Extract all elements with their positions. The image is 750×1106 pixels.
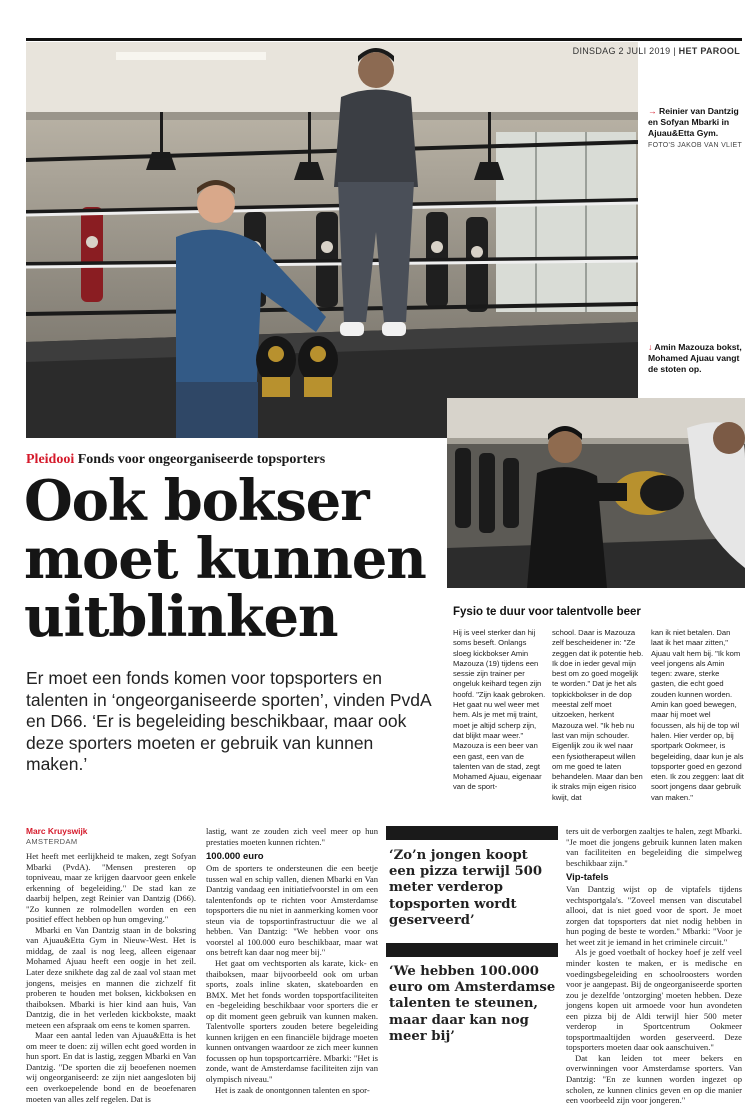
- quote-bar-middle: [386, 943, 558, 957]
- body-paragraph: Maar een aantal leden van Ajuau&Etta is het om meer te doen: zij willen echt goed worden in hun sport. En dat is lastig, zeggen Mbarki en Van Dantzig. "De sporten die zij beoefenen noemen wij ongeorganiseerd: ze zijn niet aangesloten bij een overkoepelende bond en de beoefenaren moeten van alles zelf regelen. Dat is: [26, 1030, 196, 1104]
- caption-side-text: Amin Mazouza bokst, Mohamed Ajuau vangt de stoten op.: [648, 342, 742, 374]
- sidebar-paragraph: Mazouza is een beer van een gast, een van de talenten van de stad, zegt Mohamed Ajuau, eigenaar van de sport-: [453, 741, 542, 792]
- sidebar-paragraph: Hij is veel sterker dan hij soms beseft. Onlangs sloeg kickbokser Amin Mazouza (19) tijdens een sessie zijn trainer per ongeluk keihard tegen zijn hoofd. "Zijn kaak gebroken. Het gaat nu wel weer met hem. Als je met mij traint, moet je altijd scherp zijn, dat blijkt maar weer.": [453, 628, 546, 740]
- body-paragraph: Het heeft met eerlijkheid te maken, zegt Sofyan Mbarki (PvdA). "Mensen presteren op topniveau, maar ze krijgen daarvoor geen enkele erkenning of begeleiding." De stad kan ze daarbij helpen, zegt Reinier van Dantzig (D66). "Zo kunnen ze rolmodellen worden en een positief effect hebben op hun omgeving.": [26, 851, 196, 925]
- author-name: Marc Kruyswijk: [26, 826, 88, 836]
- section-heading: Vip-tafels: [566, 872, 609, 884]
- page-folio: DINSDAG 2 JULI 2019 | HET PAROOL: [572, 46, 740, 56]
- main-photo: [26, 42, 638, 438]
- byline: [26, 826, 87, 847]
- photo-caption-side: [648, 342, 746, 375]
- body-paragraph: Om de sporters te ondersteunen die een beetje tussen wal en schip vallen, dienen Mbarki en Van Dantzig vandaag een initiatiefvoorstel in om een talentenfonds op te richten voor Amsterdamse topsporters die nu niet in aanmerking komen voor steun via de topsportinfrastructuur die we al hebben. Van Dantzig: "We hebben voor ons voorstel al 100.000 euro beschikbaar, maar wat ons betreft kan daar nog meer bij.": [206, 863, 378, 958]
- page-title: Ook bokser moet kunnen uitblinken: [24, 468, 426, 650]
- article-intro: Er moet een fonds komen voor topsporters en talenten in ‘ongeorganiseerde sporten’, vinden PvdA en D66. ‘Er is begeleiding beschikbaar, maar ook deze sporters moeten er gebruik van kunnen maken.’: [26, 668, 431, 774]
- section-heading: 100.000 euro: [206, 851, 264, 863]
- top-rule: [26, 38, 742, 41]
- sidebar-paragraph: kan ik niet betalen. Dan laat ik het maar zitten," Ajuau valt hem bij. "Ik kom veel jongens als Amin tegen: zware, sterke gasten, die echt goed zouden kunnen worden. Amin kan goed bewegen, maar hij moet wel focussen, als hij de top wil halen. Hier verder op, bij sportpark Ookmeer, is begeleiding, daar kun je als topsporter goed en gezond eten. Ik zou zeggen: laat dit soort jongens daar gebruik van maken.": [651, 628, 744, 802]
- sidebar-column-3: [651, 628, 744, 803]
- side-photo: [447, 398, 745, 588]
- body-column-2: [206, 826, 378, 1095]
- newspaper-name: HET PAROOL: [678, 46, 740, 56]
- issue-date: DINSDAG 2 JULI 2019: [572, 46, 671, 56]
- arrow-right-icon: →: [648, 106, 657, 116]
- body-paragraph: Het is zaak de onontgonnen talenten en spor-: [215, 1084, 370, 1095]
- article-kicker: [26, 452, 325, 468]
- body-paragraph: Het gaat om vechtsporten als karate, kick- en thaiboksen, maar bijvoorbeeld ook om urban sports, zoals inline skaten, skateboarden en BMX. Met het fonds worden topsportfaciliteiten en -begeleiding beschikbaar voor sporters die er op dit moment geen gebruik van kunnen maken. Talentvolle sporters zouden betere begeleiding kunnen krijgen en een financiële bijdrage moeten kunnen ontvangen waardoor ze zich meer kunnen focussen op hun topsportcarrière. Mbarki: "Het is zonde, want de Amsterdamse faciliteiten zijn van olympisch niveau.": [206, 958, 378, 1085]
- body-paragraph: Mbarki en Van Dantzig staan in de boksring van Ajuau&Etta Gym in Nieuw-West. Het is middag, de zaal is nog leeg, alleen eigenaar Mohamed Ajuau heeft een oogje in het zeil. Later deze snikhete dag zal de zaal vol staan met jongens, meisjes en mannen die zichzelf fit proberen te houden met boksen, kickboksen en thaiboksen. Mbarki is hier kind aan huis, Van Dantzig, die in het verleden kickbokste, maakt meteen een afspraak om eens te komen sparren.: [26, 924, 196, 1030]
- sidebar-paragraph: school. Daar is Mazouza zelf bescheidener in: "Ze zeggen dat ik potentie heb. Ik doe in ieder geval mijn best om zo goed mogelijk te worden." Dat je het als topkickbokser in de dop meestal zelf moet uitzoeken, herkent Mazouza wel. "Ik heb nu last van mijn schouder. Eigenlijk zou ik wel naar een fysiotherapeut willen om me goed te laten behandelen. Maar dan ben ik straks mijn eigen risico kwijt, dat: [552, 628, 644, 802]
- body-paragraph: Dat kan leiden tot meer bekers en overwinningen voor Amsterdamse sporters. Van Dantzig: "En ze kunnen worden ingezet op scholen, ze kunnen clinics geven en op die manier een voorbeeld zijn voor jongeren.": [566, 1052, 742, 1106]
- quote-bar-top: [386, 826, 558, 840]
- sidebar-title: Fysio te duur voor talentvolle beer: [453, 606, 641, 618]
- kicker-text: Fonds voor ongeorganiseerde topsporters: [77, 452, 326, 467]
- photo-caption-main: [648, 106, 746, 151]
- body-paragraph: Van Dantzig wijst op de viptafels tijdens vechtsportgala's. "Zoveel mensen van discutabel allooi, dat is niet goed voor de sport. Je moet zorgen dat topsporters dat niet nodig hebben in hun poging de beste te worden." Mbarki: "Voor je het weet zit je iemand in het criminele circuit.": [566, 884, 742, 947]
- boxing-gym-illustration: [26, 42, 638, 438]
- boxer-illustration: [447, 398, 745, 588]
- photo-credit: FOTO'S JAKOB VAN VLIET: [648, 142, 743, 149]
- body-column-4: [566, 826, 742, 1106]
- pull-quote-2: ‘We hebben 100.000 euro om Amsterdamse talenten te steunen, maar daar kan nog meer bij’: [389, 964, 556, 1044]
- arrow-down-icon: ↓: [648, 342, 653, 352]
- body-paragraph: ters uit de verborgen zaaltjes te halen, zegt Mbarki. "Je moet die jongens gebruik kunnen laten maken van faciliteiten en begeleiding die simpelweg beschikbaar zijn.": [566, 826, 742, 868]
- kicker-label: Pleidooi: [26, 452, 75, 467]
- body-paragraph: Als je goed voetbalt of hockey hoef je zelf veel minder kosten te maken, er is medische en voedingsbegeleiding en schoolroosters worden voor je aangepast. Bij de ongeorganiseerde sporten zou je dezelfde 'ontzorging' moeten hebben. Deze jongens kopen uit armoede voor hun avondeten een pizza bij de Aldi terwijl hier 500 meter verderop in Sportcentrum Ookmeer topsportmaaltijden worden geserveerd. Deze topsporters moeten daar ook aanschuiven.": [566, 947, 742, 1053]
- sidebar-column-1: [453, 628, 546, 793]
- sidebar-column-2: [552, 628, 645, 803]
- pull-quote-1: ‘Zo’n jongen koopt een pizza terwijl 500 meter verderop topsporten wordt geserveerd’: [389, 848, 542, 928]
- caption-main-text: Reinier van Dantzig en Sofyan Mbarki in Ajuau&Etta Gym.: [648, 106, 739, 138]
- body-column-1: [26, 851, 196, 1104]
- dateline-location: AMSTERDAM: [26, 837, 78, 846]
- body-paragraph: lastig, want ze zouden zich veel meer op hun prestaties moeten kunnen richten.": [206, 826, 378, 847]
